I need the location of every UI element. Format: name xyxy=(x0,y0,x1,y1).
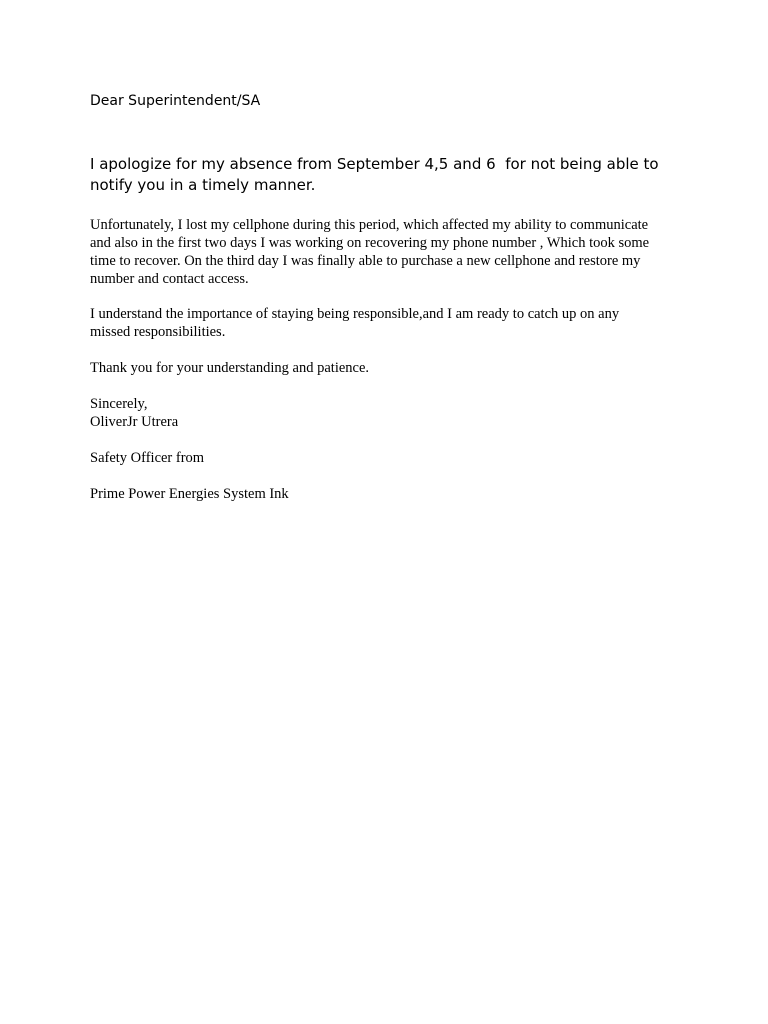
body-line: Unfortunately, I lost my cellphone during this period, which affected my ability to communicate xyxy=(90,217,649,233)
thanks-line xyxy=(90,359,369,377)
intro-line: I apologize for my absence from September 4,5 and 6 for not being able to xyxy=(90,155,659,173)
position-line xyxy=(90,449,204,467)
signature-name: OliverJr Utrera xyxy=(90,414,179,430)
position-text: Safety Officer from xyxy=(90,450,205,466)
intro-line: notify you in a timely manner. xyxy=(90,176,316,194)
body-line: number and contact access. xyxy=(90,271,249,287)
body-line: missed responsibilities. xyxy=(90,324,226,340)
company-line xyxy=(90,485,289,503)
closing-block xyxy=(90,395,178,431)
company-text: Prime Power Energies System Ink xyxy=(90,486,289,502)
body-paragraph-explanation xyxy=(90,216,649,288)
body-line: I understand the importance of staying being responsible,and I am ready to catch up on any xyxy=(90,306,620,322)
closing-text: Sincerely, xyxy=(90,396,148,412)
body-line: and also in the first two days I was working on recovering my phone number , Which took some xyxy=(90,235,650,251)
body-paragraph-commitment xyxy=(90,305,619,341)
body-line: time to recover. On the third day I was finally able to purchase a new cellphone and restore my xyxy=(90,253,641,269)
thanks-text: Thank you for your understanding and patience. xyxy=(90,360,370,376)
intro-paragraph xyxy=(90,154,680,196)
salutation: Dear Superintendent/SA xyxy=(90,93,261,109)
